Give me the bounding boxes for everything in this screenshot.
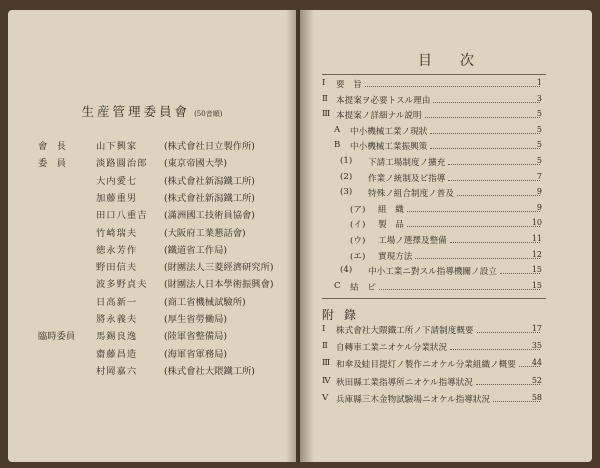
toc-title: 目次	[418, 53, 502, 69]
member-row	[8, 363, 296, 380]
toc-leader	[448, 164, 540, 165]
toc-page-number: 1	[536, 78, 542, 87]
member-row	[8, 190, 296, 207]
member-affiliation: (財團法人日本學術振興會)	[164, 279, 274, 291]
member-affiliation: (陸軍省整備局)	[164, 331, 228, 343]
toc-leader	[379, 289, 540, 290]
appendix-entry	[300, 341, 592, 356]
toc-page-number: 9	[536, 187, 542, 197]
toc-page-number: 15	[531, 265, 542, 275]
toc-mark: Ⅲ	[322, 109, 331, 120]
appendix-entry	[300, 376, 592, 391]
toc-label: 特殊ノ組合制度ノ普及	[368, 189, 454, 200]
member-row	[8, 259, 296, 276]
toc-page-number: 44	[531, 358, 542, 368]
member-affiliation: (株式會社日立製作所)	[164, 141, 255, 152]
appendix-title: 附錄	[322, 308, 367, 322]
appendix-entry	[300, 393, 592, 408]
member-row	[8, 225, 296, 242]
member-name: 日高新一	[96, 296, 138, 308]
toc-top-rule	[322, 74, 546, 75]
member-name: 田口八重吉	[96, 210, 148, 222]
toc-page-number: 7	[536, 171, 542, 181]
toc-mark: (エ)	[350, 251, 366, 262]
toc-label: 中小機械工業ノ現狀	[350, 126, 428, 137]
member-affiliation: (厚生省勞働局)	[164, 314, 228, 325]
member-row	[8, 173, 296, 190]
toc-leader	[415, 258, 540, 259]
member-name: 大内愛七	[96, 175, 138, 187]
toc-page-number: 3	[536, 93, 542, 103]
toc-label: 中小機械工業振興策	[350, 142, 428, 153]
toc-entry	[300, 156, 592, 171]
toc-page-number: 9	[536, 202, 542, 212]
member-name: 將永義夫	[96, 314, 138, 325]
toc-label: 和傘及蛙目提灯ノ製作ニオケル分業組織ノ概要	[336, 360, 516, 371]
toc-label: 作業ノ統制及ビ指導	[368, 173, 446, 184]
toc-label: 中小工業ニ對スル指導機關ノ設立	[368, 267, 497, 278]
committee-subtitle: (50音順)	[194, 110, 223, 118]
toc-entry	[300, 109, 592, 124]
member-row	[8, 242, 296, 259]
toc-mark: Ⅰ	[322, 78, 326, 88]
toc-leader	[407, 226, 540, 227]
right-page	[300, 10, 592, 462]
member-row	[8, 328, 296, 345]
toc-entry	[300, 218, 592, 233]
member-row	[8, 346, 296, 363]
toc-mark: Ⅱ	[322, 93, 328, 104]
toc-mark: (2)	[340, 171, 353, 182]
toc-leader	[430, 148, 540, 149]
toc-mark: (4)	[340, 265, 353, 276]
toc-page-number: 58	[531, 392, 542, 402]
member-name: 村岡嘉六	[96, 365, 138, 377]
member-affiliation: (商工省機械試驗所)	[164, 296, 246, 308]
toc-mark: (イ)	[350, 220, 366, 231]
toc-leader	[450, 349, 540, 350]
toc-label: 實現方法	[378, 251, 413, 262]
toc-mark: (ア)	[350, 204, 366, 215]
toc-leader	[365, 86, 540, 87]
member-affiliation: (鐵道省工作局)	[164, 244, 228, 256]
left-page	[8, 10, 296, 462]
toc-bottom-rule	[322, 298, 546, 299]
toc-mark: B	[334, 140, 341, 151]
toc-entry	[300, 203, 592, 218]
toc-entry	[300, 250, 592, 265]
toc-label: 工場ノ選擇及整備	[378, 236, 447, 246]
member-row	[8, 276, 296, 293]
member-role: 委 員	[38, 158, 66, 170]
toc-entry	[300, 94, 592, 109]
member-name: 徳永芳作	[96, 244, 138, 256]
toc-mark: (ウ)	[350, 236, 366, 246]
member-role: 臨時委員	[38, 331, 76, 343]
member-affiliation: (海軍省軍務局)	[164, 348, 228, 360]
toc-page-number: 5	[536, 109, 542, 119]
toc-mark: A	[334, 124, 341, 135]
toc-mark: Ⅳ	[322, 375, 331, 386]
member-name: 加藤重男	[96, 192, 138, 204]
appendix-entry	[300, 324, 592, 339]
member-affiliation: (大阪府工業懇話會)	[164, 227, 246, 239]
member-row	[8, 155, 296, 172]
toc-leader	[433, 102, 540, 103]
toc-entry	[300, 78, 592, 93]
toc-mark: Ⅲ	[322, 358, 331, 369]
toc-label: 組 織	[378, 204, 404, 215]
member-affiliation: (株式會社大隈鐵工所)	[164, 365, 255, 377]
member-name: 淡路圓治郎	[96, 158, 148, 170]
toc-leader	[407, 211, 540, 212]
committee-title	[8, 102, 296, 120]
toc-label: 製 品	[378, 220, 404, 231]
member-row	[8, 207, 296, 224]
toc-label: 本提案ヲ必要トスル理由	[336, 95, 431, 106]
member-row	[8, 138, 296, 155]
toc-mark: Ⅱ	[322, 341, 328, 352]
toc-page-number: 15	[531, 280, 542, 290]
toc-entry	[300, 125, 592, 140]
toc-page-number: 12	[531, 249, 542, 259]
toc-page-number: 5	[536, 140, 542, 150]
member-row	[8, 294, 296, 311]
toc-mark: Ⅰ	[322, 324, 326, 334]
toc-label: 自轉車工業ニオケル分業狀況	[336, 343, 448, 354]
toc-entry	[300, 140, 592, 155]
member-name: 馬錫良逸	[96, 331, 138, 343]
member-name: 野田信夫	[96, 262, 138, 274]
toc-label: 結 ビ	[350, 282, 376, 293]
committee-title-text: 生産管理委員會	[81, 104, 191, 119]
toc-page-number: 10	[531, 218, 542, 228]
toc-page-number: 11	[531, 234, 542, 243]
toc-page-number: 5	[536, 124, 542, 134]
toc-entry	[300, 234, 592, 249]
member-role: 會 長	[38, 141, 66, 152]
toc-leader	[425, 117, 540, 118]
member-name: 山下興家	[96, 141, 138, 152]
toc-entry	[300, 187, 592, 202]
member-affiliation: (滿洲國工技術員協會)	[164, 210, 255, 222]
member-row	[8, 311, 296, 328]
member-name: 竹崎瑞夫	[96, 227, 138, 239]
book-gutter	[286, 10, 314, 462]
toc-label: 本提案ノ詳細ナル説明	[336, 111, 422, 122]
member-affiliation: (東京帝國大學)	[164, 158, 228, 170]
toc-label: 要 旨	[336, 80, 362, 90]
toc-mark: (1)	[340, 156, 353, 166]
toc-page-number: 52	[531, 375, 542, 385]
toc-label: 兵庫縣三木金物試驗場ニオケル指導狀況	[336, 394, 491, 405]
toc-label: 秋田縣工業指導所ニオケル指導狀況	[336, 377, 473, 388]
toc-page-number: 5	[536, 156, 542, 165]
toc-entry	[300, 172, 592, 187]
toc-mark: Ⅴ	[322, 392, 329, 403]
member-name: 齋藤昌造	[96, 348, 138, 360]
member-affiliation: (株式會社新潟鐵工所)	[164, 192, 255, 204]
toc-page-number: 35	[531, 341, 542, 351]
toc-leader	[430, 133, 540, 134]
member-affiliation: (財團法人三菱經濟研究所)	[164, 262, 274, 274]
toc-entry	[300, 265, 592, 280]
toc-label: 株式會社大隈鐵工所ノ下請制度概要	[336, 326, 474, 336]
toc-label: 下請工場制度ノ擴充	[368, 158, 446, 168]
toc-page-number: 17	[531, 324, 542, 333]
toc-entry	[300, 281, 592, 296]
toc-leader	[448, 180, 540, 181]
toc-mark: C	[334, 280, 341, 291]
toc-mark: (3)	[340, 187, 353, 198]
toc-leader	[450, 242, 540, 243]
appendix-entry	[300, 358, 592, 373]
member-name: 波多野貞夫	[96, 279, 148, 291]
member-affiliation: (株式會社新潟鐵工所)	[164, 175, 255, 187]
